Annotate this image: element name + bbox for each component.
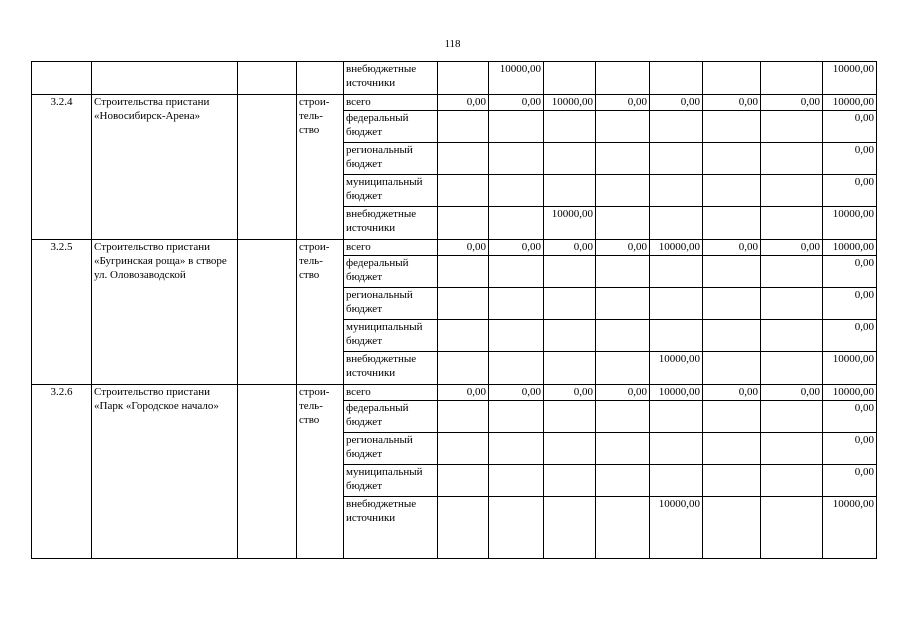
value-cell-2: [489, 465, 544, 497]
value-cell-7: 0,00: [761, 95, 823, 111]
value-cell-1: [438, 352, 489, 385]
value-cell-6: [703, 207, 761, 240]
value-cell-3: [544, 111, 596, 143]
value-cell-3: [544, 497, 596, 559]
value-cell-5: 10000,00: [650, 385, 703, 401]
value-cell-1: 0,00: [438, 385, 489, 401]
value-cell-4: [596, 207, 650, 240]
value-cell-5: 10000,00: [650, 352, 703, 385]
value-cell-4: [596, 352, 650, 385]
value-cell-5: [650, 465, 703, 497]
page-number: 118: [444, 38, 461, 50]
value-cell-2: 0,00: [489, 385, 544, 401]
value-cell-1: [438, 62, 489, 95]
value-cell-1: [438, 175, 489, 207]
value-cell-4: [596, 497, 650, 559]
value-cell-2: [489, 320, 544, 352]
value-cell-8: 0,00: [823, 175, 877, 207]
value-cell-1: [438, 497, 489, 559]
source-cell: федеральный бюджет: [344, 256, 438, 288]
value-cell-6: 0,00: [703, 385, 761, 401]
value-cell-7: [761, 111, 823, 143]
budget-table: [31, 61, 877, 559]
value-cell-7: [761, 497, 823, 559]
value-cell-4: [596, 256, 650, 288]
item-type: строи-тель-ство: [297, 240, 344, 385]
value-cell-2: 0,00: [489, 240, 544, 256]
value-cell-8: 10000,00: [823, 95, 877, 111]
value-cell-2: [489, 352, 544, 385]
value-cell-8: 0,00: [823, 256, 877, 288]
item-name: Строительства пристани «Новосибирск-Арена»: [92, 95, 238, 240]
value-cell-8: 0,00: [823, 143, 877, 175]
value-cell-3: [544, 352, 596, 385]
value-cell-8: 10000,00: [823, 62, 877, 95]
code-cell: [32, 62, 92, 95]
value-cell-5: 10000,00: [650, 240, 703, 256]
value-cell-3: [544, 401, 596, 433]
value-cell-1: [438, 320, 489, 352]
value-cell-1: [438, 111, 489, 143]
value-cell-6: [703, 288, 761, 320]
value-cell-8: 10000,00: [823, 497, 877, 559]
value-cell-8: 10000,00: [823, 385, 877, 401]
value-cell-8: 10000,00: [823, 207, 877, 240]
value-cell-3: 10000,00: [544, 95, 596, 111]
value-cell-1: [438, 288, 489, 320]
value-cell-4: 0,00: [596, 385, 650, 401]
value-cell-2: [489, 111, 544, 143]
source-cell: муниципальный бюджет: [344, 465, 438, 497]
item-name: Строительство пристани «Бугринская роща» в створе ул. Оловозаводской: [92, 240, 238, 385]
value-cell-4: [596, 288, 650, 320]
value-cell-3: [544, 256, 596, 288]
value-cell-7: [761, 175, 823, 207]
source-cell: внебюджетные источники: [344, 497, 438, 559]
value-cell-6: 0,00: [703, 240, 761, 256]
table-row: [32, 240, 877, 256]
value-cell-1: [438, 207, 489, 240]
value-cell-1: [438, 433, 489, 465]
value-cell-6: [703, 143, 761, 175]
value-cell-8: 0,00: [823, 288, 877, 320]
value-cell-2: [489, 288, 544, 320]
value-cell-2: [489, 207, 544, 240]
type-cell: [297, 62, 344, 95]
value-cell-7: [761, 256, 823, 288]
source-cell: внебюджетные источники: [344, 352, 438, 385]
name-cell: [92, 62, 238, 95]
source-cell: муниципальный бюджет: [344, 320, 438, 352]
value-cell-5: [650, 401, 703, 433]
value-cell-4: [596, 62, 650, 95]
source-cell: федеральный бюджет: [344, 401, 438, 433]
item-type: строи-тель-ство: [297, 385, 344, 559]
value-cell-6: [703, 111, 761, 143]
value-cell-2: [489, 175, 544, 207]
value-cell-5: [650, 143, 703, 175]
value-cell-8: 0,00: [823, 320, 877, 352]
item-name: Строительство пристани «Парк «Городское начало»: [92, 385, 238, 559]
value-cell-4: [596, 175, 650, 207]
value-cell-5: [650, 207, 703, 240]
table-row: [32, 62, 877, 95]
value-cell-6: [703, 433, 761, 465]
value-cell-8: 0,00: [823, 433, 877, 465]
table-row: [32, 385, 877, 401]
value-cell-4: 0,00: [596, 240, 650, 256]
value-cell-5: 0,00: [650, 95, 703, 111]
source-cell: региональный бюджет: [344, 143, 438, 175]
value-cell-7: [761, 62, 823, 95]
value-cell-7: [761, 207, 823, 240]
value-cell-1: 0,00: [438, 240, 489, 256]
value-cell-3: 0,00: [544, 240, 596, 256]
source-cell: муниципальный бюджет: [344, 175, 438, 207]
value-cell-5: [650, 320, 703, 352]
value-cell-4: [596, 465, 650, 497]
value-cell-2: [489, 497, 544, 559]
value-cell-3: 10000,00: [544, 207, 596, 240]
value-cell-8: 0,00: [823, 111, 877, 143]
value-cell-8: 10000,00: [823, 352, 877, 385]
value-cell-2: 10000,00: [489, 62, 544, 95]
source-cell: федеральный бюджет: [344, 111, 438, 143]
value-cell-2: [489, 401, 544, 433]
value-cell-5: [650, 433, 703, 465]
source-cell: региональный бюджет: [344, 288, 438, 320]
value-cell-6: [703, 320, 761, 352]
source-cell: всего: [344, 95, 438, 111]
item-code: 3.2.6: [32, 385, 92, 559]
value-cell-7: [761, 433, 823, 465]
value-cell-7: [761, 143, 823, 175]
table-row: [32, 95, 877, 111]
source-cell: внебюджетные источники: [344, 207, 438, 240]
source-cell: всего: [344, 240, 438, 256]
value-cell-3: [544, 320, 596, 352]
value-cell-6: 0,00: [703, 95, 761, 111]
value-cell-2: [489, 433, 544, 465]
value-cell-7: [761, 288, 823, 320]
executor-cell: [238, 385, 297, 559]
source-cell: внебюджетные источники: [344, 62, 438, 95]
executor-cell: [238, 240, 297, 385]
value-cell-4: [596, 401, 650, 433]
value-cell-6: [703, 497, 761, 559]
value-cell-4: [596, 143, 650, 175]
value-cell-1: [438, 465, 489, 497]
value-cell-6: [703, 352, 761, 385]
value-cell-1: 0,00: [438, 95, 489, 111]
executor-cell: [238, 95, 297, 240]
value-cell-4: 0,00: [596, 95, 650, 111]
value-cell-5: 10000,00: [650, 497, 703, 559]
value-cell-5: [650, 256, 703, 288]
value-cell-8: 10000,00: [823, 240, 877, 256]
source-cell: всего: [344, 385, 438, 401]
value-cell-6: [703, 401, 761, 433]
value-cell-7: [761, 320, 823, 352]
value-cell-6: [703, 465, 761, 497]
value-cell-7: [761, 465, 823, 497]
value-cell-3: 0,00: [544, 385, 596, 401]
item-code: 3.2.4: [32, 95, 92, 240]
value-cell-6: [703, 62, 761, 95]
value-cell-1: [438, 143, 489, 175]
value-cell-5: [650, 62, 703, 95]
value-cell-6: [703, 175, 761, 207]
value-cell-8: 0,00: [823, 401, 877, 433]
source-cell: региональный бюджет: [344, 433, 438, 465]
value-cell-6: [703, 256, 761, 288]
value-cell-1: [438, 401, 489, 433]
value-cell-7: 0,00: [761, 240, 823, 256]
value-cell-5: [650, 288, 703, 320]
value-cell-3: [544, 465, 596, 497]
value-cell-5: [650, 111, 703, 143]
value-cell-2: 0,00: [489, 95, 544, 111]
value-cell-2: [489, 143, 544, 175]
value-cell-3: [544, 175, 596, 207]
executor-cell: [238, 62, 297, 95]
value-cell-8: 0,00: [823, 465, 877, 497]
value-cell-1: [438, 256, 489, 288]
value-cell-4: [596, 320, 650, 352]
item-code: 3.2.5: [32, 240, 92, 385]
value-cell-3: [544, 288, 596, 320]
value-cell-3: [544, 143, 596, 175]
value-cell-4: [596, 433, 650, 465]
item-type: строи-тель-ство: [297, 95, 344, 240]
value-cell-5: [650, 175, 703, 207]
value-cell-3: [544, 433, 596, 465]
value-cell-7: [761, 401, 823, 433]
value-cell-7: [761, 352, 823, 385]
value-cell-4: [596, 111, 650, 143]
value-cell-7: 0,00: [761, 385, 823, 401]
value-cell-2: [489, 256, 544, 288]
value-cell-3: [544, 62, 596, 95]
